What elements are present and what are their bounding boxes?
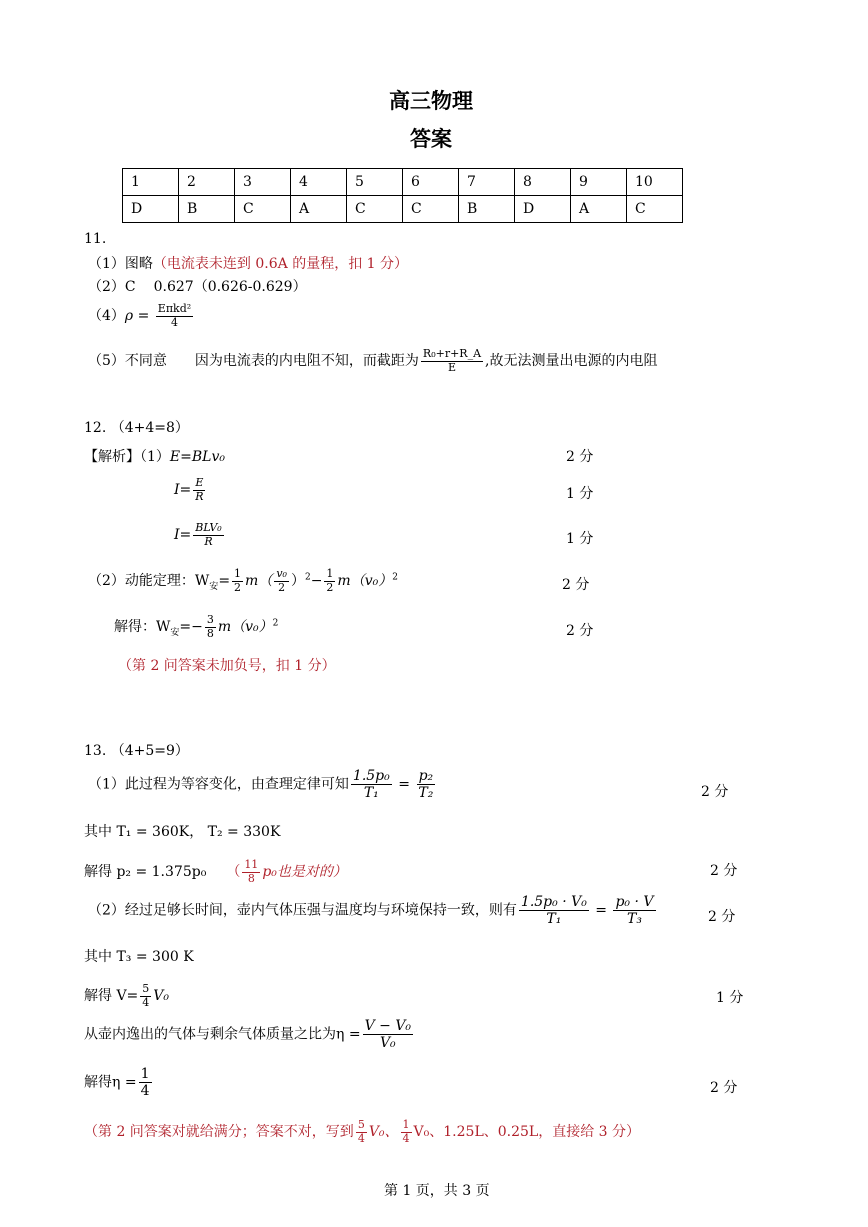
q12-eq2-fraction	[193, 477, 205, 503]
q13-part1-text: （1）此过程为等容变化，由查理定律可知	[88, 776, 349, 793]
q13-score-2: 2 分	[710, 863, 738, 879]
q12-part2-subscript: 安	[209, 581, 219, 592]
q13-score-5: 2 分	[710, 1080, 738, 1096]
fraction-numerator: p₀ · V	[615, 894, 654, 910]
q12-note: （第 2 问答案未加负号，扣 1 分）	[118, 658, 336, 674]
q12-solve-eq: =−	[179, 619, 203, 636]
fraction-numerator: 5	[142, 982, 150, 995]
table-cell: 6	[403, 169, 459, 196]
page-subtitle: 答案	[410, 127, 452, 151]
q13-ratio-text: 从壶内逸出的气体与剩余气体质量之比为η =	[84, 1026, 361, 1043]
q13-solve-eta	[84, 1066, 154, 1099]
page-footer: 第 1 页，共 3 页	[384, 1183, 490, 1199]
equals-sign: =	[218, 573, 231, 590]
table-cell: 1	[123, 169, 179, 196]
q12-eq2	[174, 477, 208, 503]
q11-part5	[88, 348, 658, 374]
q13-score-4: 1 分	[716, 990, 744, 1006]
q12-score-2: 1 分	[566, 486, 594, 502]
q13-score-3: 2 分	[708, 909, 736, 925]
note-tail: p₀也是对的）	[262, 864, 347, 881]
fraction-numerator: V − V₀	[364, 1018, 412, 1034]
q12-solve-label: 解得：W	[114, 619, 171, 636]
q12-part2-term1: m（	[245, 573, 273, 590]
q13-part2: （2）经过足够长时间，壶内气体压强与温度均与环境保持一致，则有 $\frac{\text{1.5p₀ · V₀}}{\text{T₁}}$ = $\frac{\text{p₀ · V}}{\text{T₃}}$	[88, 894, 654, 928]
fraction-numerator: 1.5p₀	[352, 768, 390, 784]
fraction-numerator: BLV₀	[195, 521, 222, 534]
fraction-denominator: 2	[278, 580, 286, 594]
fraction-denominator: 4	[140, 1083, 150, 1100]
fraction-numerator: 1.5p₀ · V₀	[520, 894, 587, 910]
table-cell: A	[291, 196, 347, 223]
q12-part2-equation	[88, 568, 398, 594]
q13-score-1: 2 分	[701, 784, 729, 800]
q11-part5-text: （5）不同意	[88, 353, 167, 370]
half-fraction	[324, 568, 335, 594]
fraction-denominator: T₂	[418, 785, 434, 802]
q13-temperatures: 其中 T₁ = 360K， T₂ = 330K	[84, 824, 281, 840]
q13-part1-left-fraction	[351, 768, 392, 801]
fraction-denominator: R	[195, 489, 204, 503]
fraction-denominator: R	[204, 534, 213, 548]
q12-eq2-lhs: I=	[174, 482, 192, 499]
q13-ratio	[84, 1018, 415, 1051]
fraction-numerator: E	[195, 476, 204, 489]
q11-part2-value: 0.627（0.626-0.629）	[153, 279, 307, 295]
square-exponent: 2	[272, 618, 279, 629]
minus-sign: −	[310, 573, 323, 590]
q12-part2-close: ）	[290, 573, 305, 590]
q11-part4-lhs: ρ =	[124, 308, 150, 325]
q12-analysis-label: 【解析】（1）	[84, 449, 170, 465]
fraction-numerator: Eπkd²	[157, 302, 192, 315]
table-cell: B	[179, 196, 235, 223]
q13-t3: 其中 T₃ = 300 K	[84, 949, 194, 965]
fraction-denominator: T₁	[546, 911, 562, 928]
table-cell: D	[515, 196, 571, 223]
q11-part5-fraction	[421, 348, 483, 374]
table-cell: 2	[179, 169, 235, 196]
q12-score-1: 2 分	[566, 449, 594, 465]
q12-part2-term2: m（v₀）	[337, 573, 393, 590]
q11-part4	[88, 303, 195, 329]
fraction-numerator: R₀+r+R_A	[422, 347, 482, 360]
fraction-denominator: V₀	[379, 1035, 396, 1052]
fraction-denominator: 4	[170, 315, 178, 329]
q13-ratio-fraction	[363, 1018, 413, 1051]
q13-part2-left-fraction	[519, 894, 589, 927]
fraction-numerator: 1	[140, 1066, 150, 1082]
square-exponent: 2	[304, 572, 311, 583]
fraction-numerator: 1	[234, 567, 242, 580]
square-exponent: 2	[392, 572, 398, 583]
answer-table-number-row	[123, 169, 683, 196]
fraction-numerator: 1	[402, 1118, 410, 1131]
q11-part1	[88, 253, 408, 273]
table-cell: C	[403, 196, 459, 223]
q13-part1-right-fraction	[416, 768, 435, 801]
q12-eq3	[174, 522, 226, 548]
table-cell: 4	[291, 169, 347, 196]
q13-solve1-text: 解得 p₂ = 1.375p₀	[84, 864, 207, 881]
q12-solve-term: m（v₀）	[217, 619, 273, 636]
table-cell: C	[347, 196, 403, 223]
q11-label: 11.	[84, 231, 107, 247]
answer-table	[122, 168, 683, 223]
fraction-denominator: E	[447, 360, 456, 374]
page-title: 高三物理	[389, 89, 473, 113]
q13-part2-right-fraction	[613, 894, 655, 927]
q13-solve-v-text: 解得 V=	[84, 988, 139, 1005]
q11-part1-note: （电流表未连到 0.6A 的量程，扣 1 分）	[152, 256, 409, 272]
q11-part5-reason: 因为电流表的内电阻不知，而截距为	[194, 353, 419, 370]
q12-solve-subscript: 安	[170, 627, 180, 638]
table-cell: 5	[347, 169, 403, 196]
q13-note-b: V₀、	[368, 1124, 399, 1141]
table-cell: B	[459, 196, 515, 223]
q13-note-a: （第 2 问答案对就给满分；答案不对，写到	[84, 1124, 354, 1141]
table-cell: 10	[627, 169, 683, 196]
fraction-denominator: 2	[234, 580, 242, 594]
q12-eq3-fraction	[193, 522, 223, 548]
q12-label: 12. （4+4=8）	[84, 420, 189, 436]
q13-solve1-note	[226, 858, 347, 885]
table-cell: 3	[235, 169, 291, 196]
table-cell: C	[627, 196, 683, 223]
fraction-numerator: 11	[244, 858, 259, 871]
fraction-denominator: 4	[402, 1131, 410, 1145]
note-open: （	[226, 864, 241, 881]
fraction-numerator: 5	[357, 1118, 365, 1131]
q11-part4-text: （4）	[88, 308, 125, 325]
q12-score-5: 2 分	[566, 623, 594, 639]
q12-eq1: E=BLv₀	[169, 449, 225, 465]
q12-part2-label: （2）动能定理：W	[88, 573, 210, 590]
q11-part2	[88, 276, 307, 296]
q12-solve	[114, 614, 278, 640]
q13-solve-v-tail: V₀	[153, 988, 170, 1005]
half-fraction	[232, 568, 243, 594]
q11-part1-text: （1）图略	[88, 256, 153, 272]
q12-step1	[84, 446, 225, 466]
fraction-denominator: 8	[206, 626, 214, 640]
q13-note	[84, 1119, 640, 1145]
q13-part1: （1）此过程为等容变化，由查理定律可知 $\frac{\text{1.5p₀}}{\text{T₁}}$ = $\frac{\text{p₂}}{\text{T₂}}$	[88, 768, 434, 802]
fraction-denominator: T₁	[363, 785, 379, 802]
fraction-numerator: v₀	[276, 567, 287, 580]
fraction-denominator: 4	[142, 995, 150, 1009]
q13-solve-eta-text: 解得η =	[84, 1074, 137, 1091]
q11-part5-tail: ,故无法测量出电源的内电阻	[485, 353, 658, 370]
q13-solve1	[84, 859, 347, 885]
table-cell: 9	[571, 169, 627, 196]
note-fraction-5-4	[356, 1119, 367, 1145]
q11-part4-fraction	[156, 303, 193, 329]
q12-eq3-lhs: I=	[174, 527, 192, 544]
fraction-numerator: p₂	[418, 768, 434, 784]
eleven-eighths-fraction	[242, 859, 260, 885]
fraction-denominator: 2	[326, 580, 334, 594]
q13-part2-text: （2）经过足够长时间，壶内气体压强与温度均与环境保持一致，则有	[88, 902, 517, 919]
note-fraction-1-4	[401, 1119, 412, 1145]
answer-table-answer-row	[123, 196, 683, 223]
q13-note-c: V₀、1.25L、0.25L，直接给 3 分）	[413, 1124, 641, 1141]
q13-solve-v	[84, 983, 169, 1009]
fraction-numerator: 1	[326, 567, 334, 580]
fraction-numerator: 3	[206, 613, 214, 626]
fraction-denominator: T₃	[627, 911, 642, 928]
fraction-denominator: 8	[247, 871, 255, 885]
q13-label: 13. （4+5=9）	[84, 743, 189, 759]
table-cell: 7	[459, 169, 515, 196]
q11-part2-text: （2）C	[88, 279, 136, 295]
one-quarter-fraction	[139, 1066, 152, 1099]
fraction-denominator: 4	[357, 1131, 365, 1145]
three-eighths-fraction	[205, 614, 216, 640]
five-quarters-fraction	[140, 983, 151, 1009]
table-cell: C	[235, 196, 291, 223]
v0-half-fraction	[274, 568, 289, 594]
table-cell: A	[571, 196, 627, 223]
q12-score-3: 1 分	[566, 531, 594, 547]
table-cell: 8	[515, 169, 571, 196]
table-cell: D	[123, 196, 179, 223]
q12-score-4: 2 分	[562, 577, 590, 593]
